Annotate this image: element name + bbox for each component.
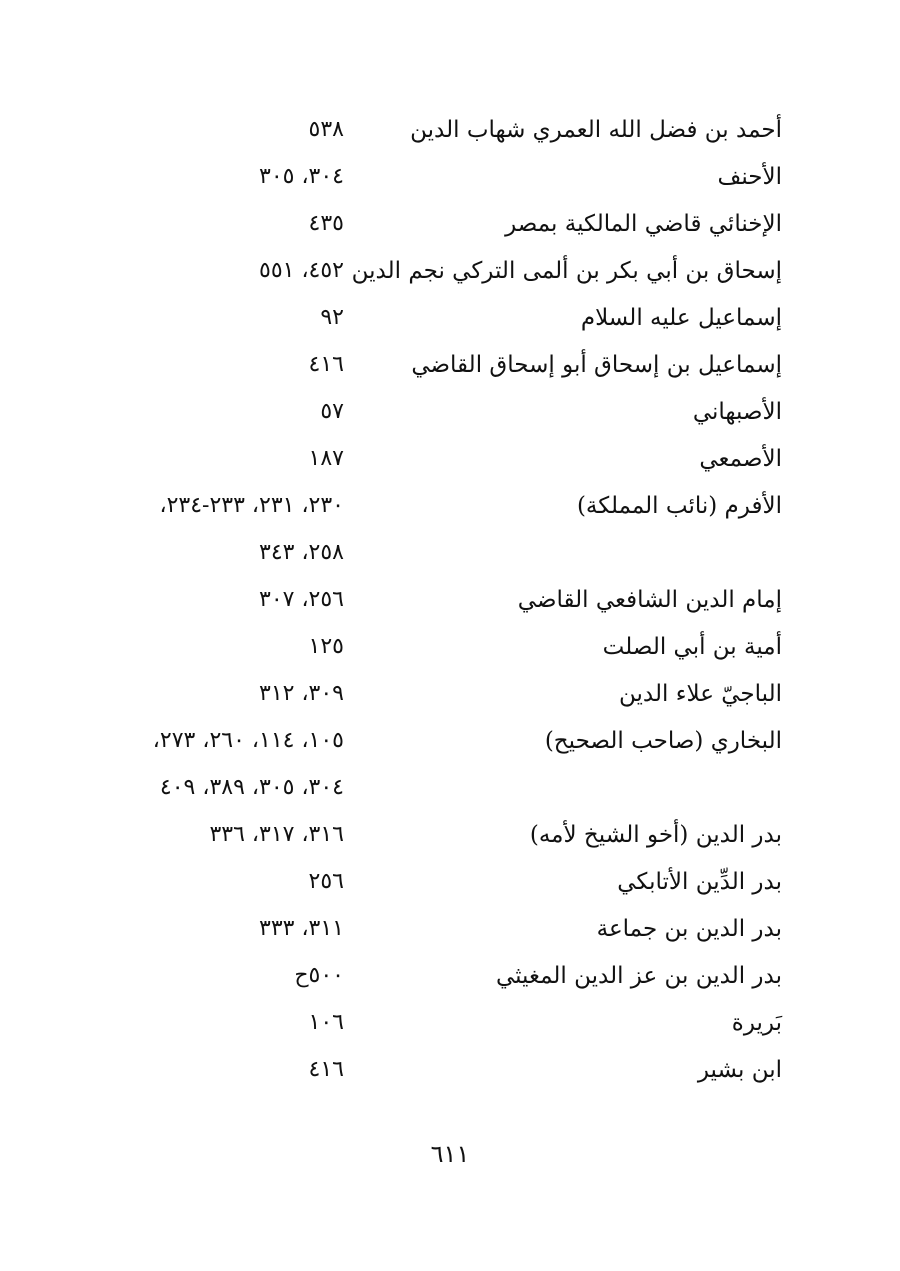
- entry-pages: ٣٠٩، ٣١٢: [259, 681, 344, 706]
- entry-line: [110, 954, 782, 1001]
- index-entry: [110, 625, 782, 672]
- entry-pages: ١٠٥، ١١٤، ٢٦٠، ٢٧٣،: [152, 728, 344, 753]
- entry-name: بَريرة: [731, 1010, 782, 1036]
- index-entry: [110, 296, 782, 343]
- entry-line: [110, 249, 782, 296]
- entry-name: الباجيّ علاء الدين: [619, 681, 782, 707]
- entry-name: بدر الدين بن عز الدين المغيثي: [495, 963, 782, 989]
- entry-line: [110, 437, 782, 484]
- entry-pages: ٥٧: [320, 399, 344, 424]
- page-number: ٦١١: [430, 1140, 470, 1168]
- entry-line: [110, 719, 782, 766]
- entry-name: أمية بن أبي الصلت: [602, 634, 782, 660]
- entry-line: [110, 1001, 782, 1048]
- index-entry: [110, 390, 782, 437]
- entry-line: [110, 860, 782, 907]
- entry-name: إمام الدين الشافعي القاضي: [517, 587, 782, 613]
- entry-line: [110, 155, 782, 202]
- entry-pages-continuation: ٣٠٤، ٣٠٥، ٣٨٩، ٤٠٩: [159, 775, 344, 800]
- entry-pages: ٤٥٢، ٥٥١: [259, 258, 344, 283]
- index-entry: [110, 437, 782, 484]
- entry-line: [110, 625, 782, 672]
- index-entry: [110, 1048, 782, 1095]
- index-entry: [110, 155, 782, 202]
- entry-line: [110, 907, 782, 954]
- entry-line: [110, 1048, 782, 1095]
- entry-pages: ٣١١، ٣٣٣: [259, 916, 344, 941]
- entry-continuation-line: [110, 531, 782, 578]
- index-entry: [110, 719, 782, 813]
- entry-pages: ٣٠٤، ٣٠٥: [259, 164, 344, 189]
- index-entry: [110, 1001, 782, 1048]
- index-entry: [110, 484, 782, 578]
- entry-pages: ٤١٦: [308, 352, 344, 377]
- index-entry: [110, 108, 782, 155]
- entry-line: [110, 343, 782, 390]
- entry-line: [110, 578, 782, 625]
- index-entry: [110, 813, 782, 860]
- entry-pages: ١٠٦: [308, 1010, 344, 1035]
- entry-line: [110, 813, 782, 860]
- entry-pages: ٣١٦، ٣١٧، ٣٣٦: [209, 822, 344, 847]
- index-entry: [110, 578, 782, 625]
- entry-pages: ٤٣٥: [308, 211, 344, 236]
- entry-name: إسحاق بن أبي بكر بن ألمى التركي نجم الدين: [351, 258, 782, 284]
- entry-name: الإخنائي قاضي المالكية بمصر: [505, 211, 782, 237]
- entry-pages-continuation: ٢٥٨، ٣٤٣: [259, 540, 344, 565]
- entry-pages: ١٨٧: [308, 446, 344, 471]
- entry-name: ابن بشير: [697, 1057, 782, 1083]
- entry-pages: ٩٢: [320, 305, 344, 330]
- entry-continuation-line: [110, 766, 782, 813]
- entry-name: أحمد بن فضل الله العمري شهاب الدين: [410, 117, 782, 143]
- entry-pages: ٢٣٠، ٢٣١، ٢٣٣-٢٣٤،: [159, 493, 344, 518]
- entry-pages: ٥٠٠ح: [294, 963, 344, 988]
- entry-pages: ٤١٦: [308, 1057, 344, 1082]
- entry-name: إسماعيل بن إسحاق أبو إسحاق القاضي: [411, 352, 782, 378]
- entry-name: الأحنف: [717, 164, 782, 190]
- entry-line: [110, 202, 782, 249]
- entry-name: بدر الدِّين الأتابكي: [617, 869, 782, 895]
- name-index-list: [110, 108, 782, 1095]
- entry-name: الأفرم (نائب المملكة): [576, 493, 782, 519]
- entry-line: [110, 296, 782, 343]
- index-entry: [110, 860, 782, 907]
- entry-name: بدر الدين بن جماعة: [596, 916, 782, 942]
- entry-name: الأصبهاني: [692, 399, 782, 425]
- entry-pages: ٢٥٦، ٣٠٧: [259, 587, 344, 612]
- index-entry: [110, 907, 782, 954]
- entry-line: [110, 672, 782, 719]
- entry-name: بدر الدين (أخو الشيخ لأمه): [529, 822, 782, 848]
- entry-pages: ٢٥٦: [308, 869, 344, 894]
- entry-line: [110, 390, 782, 437]
- entry-name: البخاري (صاحب الصحيح): [544, 728, 782, 754]
- entry-name: إسماعيل عليه السلام: [580, 305, 782, 331]
- entry-pages: ٥٣٨: [308, 117, 344, 142]
- entry-line: [110, 108, 782, 155]
- index-entry: [110, 672, 782, 719]
- index-entry: [110, 249, 782, 296]
- index-entry: [110, 343, 782, 390]
- entry-line: [110, 484, 782, 531]
- index-entry: [110, 202, 782, 249]
- entry-name: الأصمعي: [699, 446, 782, 472]
- entry-pages: ١٢٥: [308, 634, 344, 659]
- index-entry: [110, 954, 782, 1001]
